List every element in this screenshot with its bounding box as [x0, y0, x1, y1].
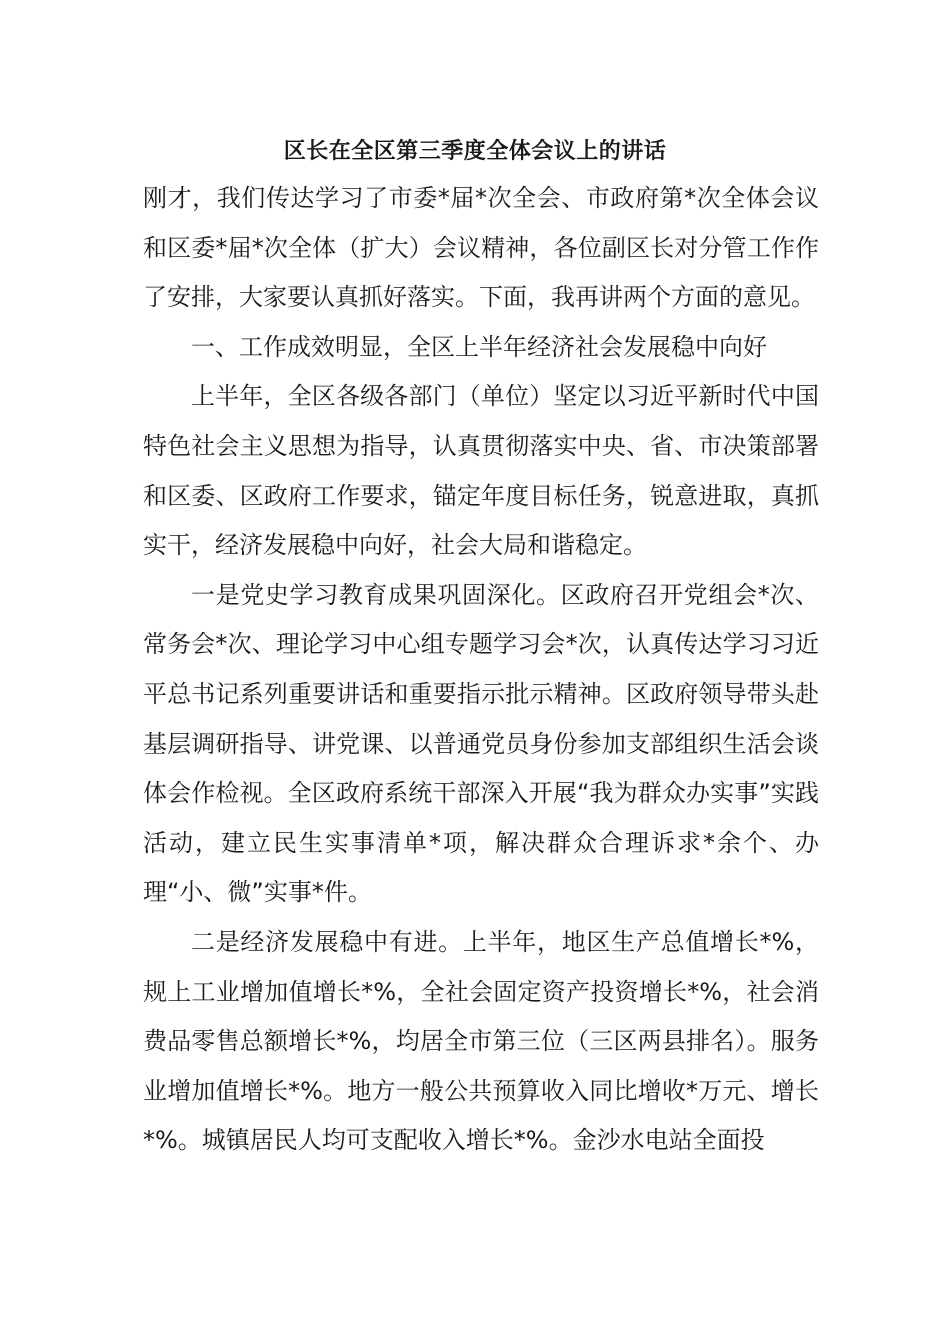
- paragraph-overview: 上半年，全区各级各部门（单位）坚定以习近平新时代中国特色社会主义思想为指导，认真贯彻落实中央、省、市决策部署和区委、区政府工作要求，锚定年度目标任务，锐意进取，真抓实干，经济发展稳中向好，社会大局和谐稳定。: [143, 382, 819, 560]
- document-title: 区长在全区第三季度全体会议上的讲话: [283, 139, 667, 164]
- paragraph-economy: 二是经济发展稳中有进。上半年，地区生产总值增长*%，规上工业增加值增长*%，全社会固定资产投资增长*%，社会消费品零售总额增长*%，均居全市第三位（三区两县排名）。服务业增加值增长*%。地方一般公共预算收入同比增收*万元、增长*%。城镇居民人均可支配收入增长*%。金沙水电站全面投: [143, 927, 819, 1155]
- section-heading-one: 一、工作成效明显，全区上半年经济社会发展稳中向好: [191, 332, 767, 361]
- paragraph-party-study: 一是党史学习教育成果巩固深化。区政府召开党组会*次、常务会*次、理论学习中心组专题学习会*次，认真传达学习习近平总书记系列重要讲话和重要指示批示精神。区政府领导带头赴基层调研指导、讲党课、以普通党员身份参加支部组织生活会谈体会作检视。全区政府系统干部深入开展“我为群众办实事”实践活动，建立民生实事清单*项，解决群众合理诉求*余个、办理“小、微”实事*件。: [143, 580, 819, 907]
- document-body: [143, 174, 819, 1166]
- paragraph-opening: 刚才，我们传达学习了市委*届*次全会、市政府第*次全体会议和区委*届*次全体（扩大）会议精神，各位副区长对分管工作作了安排，大家要认真抓好落实。下面，我再讲两个方面的意见。: [143, 184, 819, 312]
